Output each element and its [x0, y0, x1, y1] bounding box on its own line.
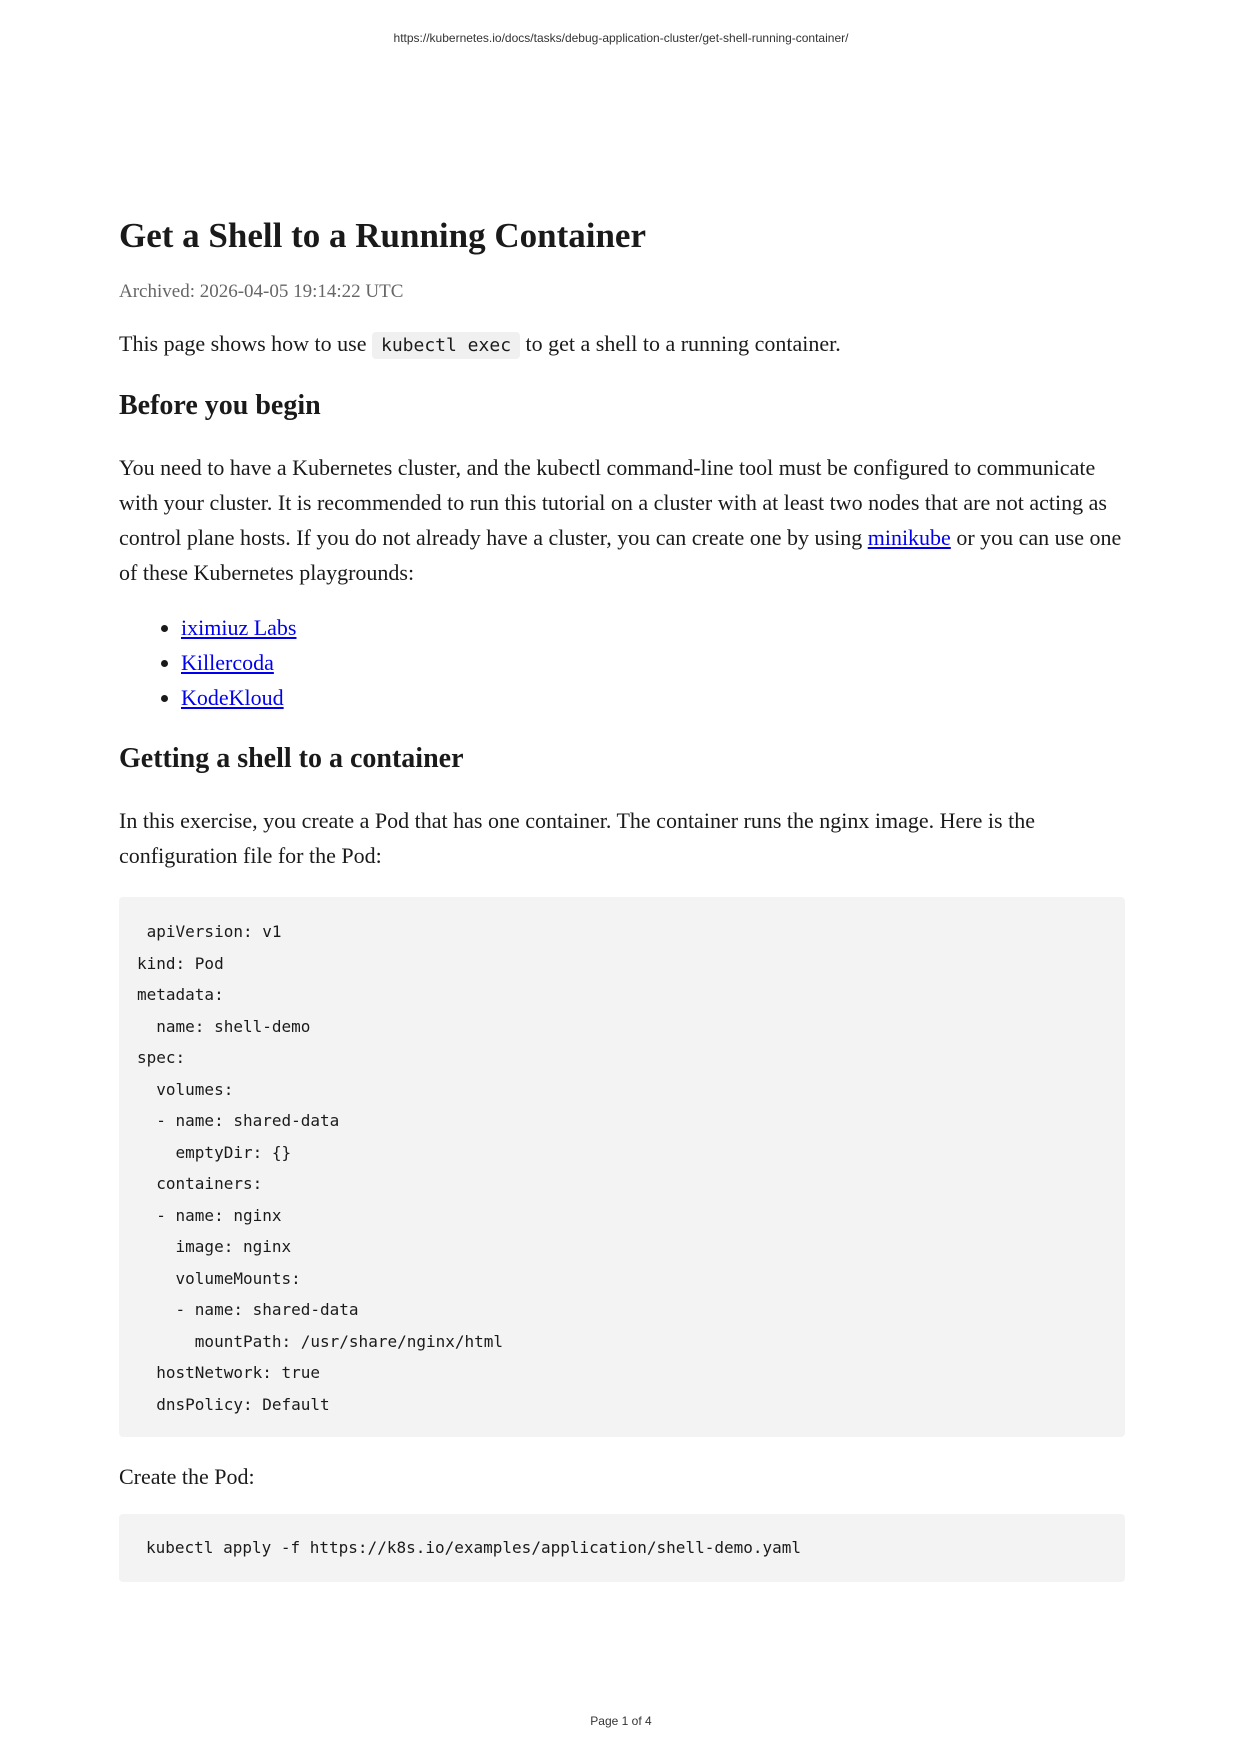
- heading-before-you-begin: Before you begin: [119, 390, 321, 421]
- kubectl-apply-command: kubectl apply -f https://k8s.io/examples/application/shell-demo.yaml: [119, 1514, 1125, 1582]
- article: [119, 210, 1125, 1582]
- iximiuz-labs-link[interactable]: iximiuz Labs: [181, 615, 297, 640]
- intro-paragraph: [119, 326, 1125, 363]
- prerequisites-paragraph: [119, 450, 1125, 590]
- intro-text-before: This page shows how to use: [119, 331, 372, 356]
- list-item: [181, 645, 1125, 680]
- page-url: https://kubernetes.io/docs/tasks/debug-application-cluster/get-shell-running-container/: [393, 31, 849, 45]
- page-title: Get a Shell to a Running Container: [119, 216, 646, 255]
- minikube-link[interactable]: minikube: [867, 525, 951, 550]
- list-item: [181, 610, 1125, 645]
- archived-timestamp: Archived: 2026-04-05 19:14:22 UTC: [119, 281, 404, 302]
- kodekloud-link[interactable]: KodeKloud: [181, 685, 284, 710]
- page-number: Page 1 of 4: [590, 1714, 652, 1728]
- exercise-paragraph: In this exercise, you create a Pod that has one container. The container runs the nginx image. Here is the configuration file for the Pod:: [119, 808, 1035, 868]
- prereq-text-before: You need to have a Kubernetes cluster, and the kubectl command-line tool must be configured to communicate with your cluster. It is recommended to run this tutorial on a cluster with at least two nodes that are not acting as control plane hosts. If you do not already have a cluster, you can create one by using: [119, 455, 1107, 550]
- playgrounds-list: [119, 610, 1125, 715]
- prereq-text-after: or you can use one of these Kubernetes playgrounds:: [119, 525, 1122, 585]
- heading-getting-shell: Getting a shell to a container: [119, 743, 464, 774]
- killercoda-link[interactable]: Killercoda: [181, 650, 274, 675]
- intro-text-after: to get a shell to a running container.: [520, 331, 841, 356]
- inline-code-kubectl-exec: kubectl exec: [372, 332, 520, 359]
- create-pod-label: Create the Pod:: [119, 1464, 255, 1489]
- list-item: [181, 680, 1125, 715]
- pod-yaml-code-block: apiVersion: v1 kind: Pod metadata: name: shell-demo spec: volumes: - name: shared-data emptyDir: {} containers: - name: nginx image: nginx volumeMounts: - name: shared-data mountPath: /usr/share/nginx/html hostNetwork: true dnsPolicy: Default: [119, 897, 1125, 1437]
